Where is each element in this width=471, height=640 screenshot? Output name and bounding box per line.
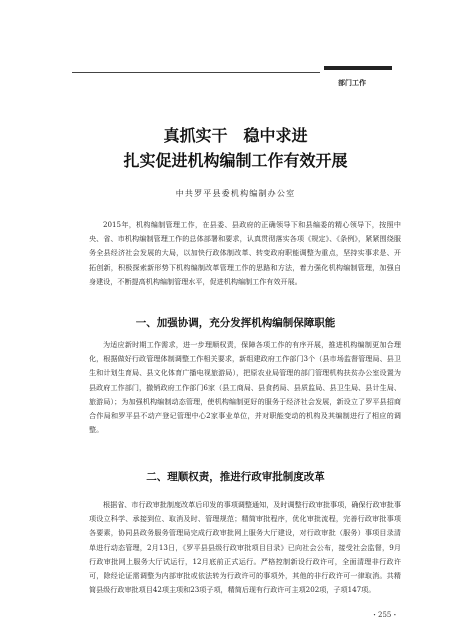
- section-tag: 部门工作: [338, 79, 366, 87]
- article-title-line1: 真抓实干 稳中求进: [163, 126, 308, 145]
- section1-paragraph: 为适应新时期工作需求，进一步理顺权责，保障各项工作的有序开展，推进机构编制更加合理化，根据做好行政管理体制调整工作相关要求，新组建政府工作部门3个（县市场监督管理局、县卫生和计划生育局、县文化体育广播电视旅游局），把原农业局管理的部门管理机构扶贫办公室设置为县政府工作部门，撤销政府工作部门6家（县工商局、县食药局、县质监局、县卫生局、县计生局、旅游局）；为加强机构编制动态管理，使机构编制更好的服务于经济社会发展，新设立了罗平县招商合作局和罗平县不动产登记管理中心2家事业单位，并对职能变动的机构及其编制进行了相应的调整。: [89, 340, 401, 435]
- section2-paragraph: 根据省、市行政审批制度改革后印发的事项调整通知，及时调整行政审批事项，确保行政审批事项设立科学、承接到位、取消及时、管理规范；精简审批程序，优化审批流程，完善行政审批事项各要素，协同县政务服务管理局完成行政审批网上服务大厅建设，对行政审批（服务）事项目录清单进行动态管理，2月13日，《罗平县县级行政审批项目目录》已向社会公布，接受社会监督，9月行政审批网上服务大厅试运行，12月底前正式运行。严格控制新设行政许可，全面清理非行政许可，除经论证需调整为内部审批或依法转为行政许可的事项外，其他的非行政许可一律取消。共精简县级行政审批项目42项主项和23项子项，精简后现有行政许可主项202项，子项147项。: [89, 500, 401, 595]
- section1-heading: 一、加强协调，充分发挥机构编制保障职能: [135, 317, 336, 329]
- article-author: 中共罗平县委机构编制办公室: [175, 189, 296, 198]
- header-accent-bar: [324, 66, 392, 70]
- page-number: ・255・: [371, 611, 399, 619]
- intro-paragraph: 2015年，机构编制管理工作，在县委、县政府的正确领导下和县编委的精心领导下，按照中央、省、市机构编制管理工作的总体部署和要求，认真贯彻落实各项《规定》、《条例》，紧紧围绕服务全县经济社会发展的大局，以加快行政体制改革、转变政府职能调整为重点，坚持实事求是、开拓创新，积极探索新形势下机构编制改革管理工作的思路和方法，着力强化机构编制管理，加强自身建设，不断提高机构编制管理水平，促进机构编制工作有效开展。: [89, 220, 401, 286]
- header-rule: [72, 72, 320, 73]
- section2-heading: 二、理顺权责，推进行政审批制度改革: [146, 471, 325, 483]
- article-title-line2: 扎实促进机构编制工作有效开展: [123, 151, 348, 170]
